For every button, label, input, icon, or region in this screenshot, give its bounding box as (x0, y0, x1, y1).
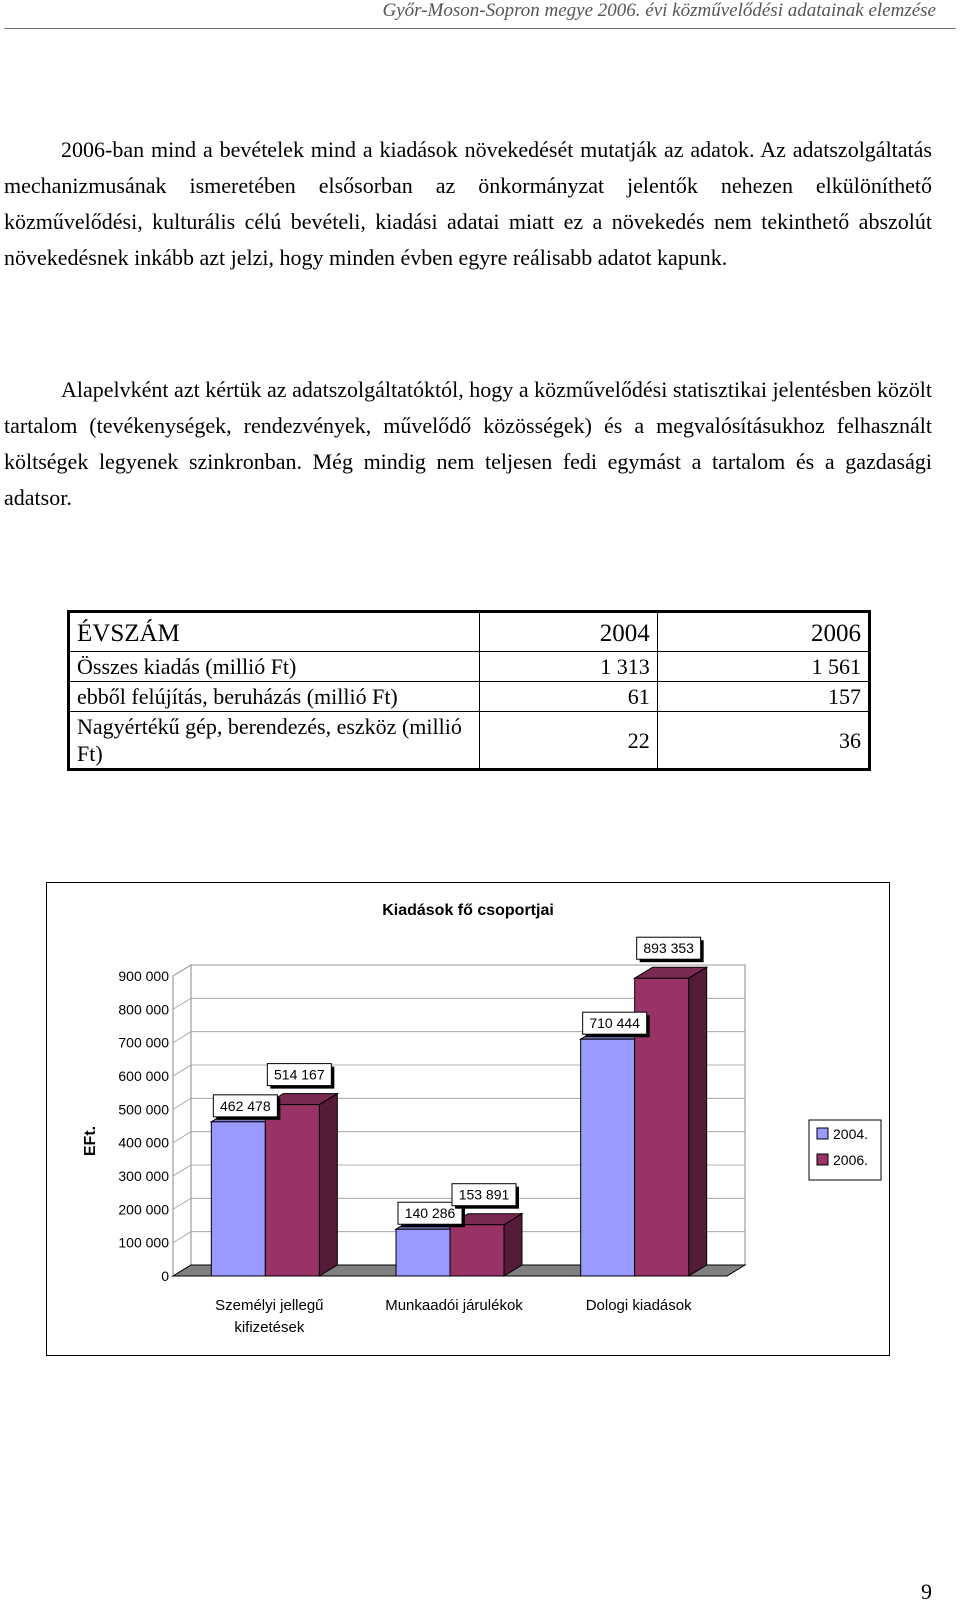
table-cell: 22 (480, 712, 657, 770)
table-cell: 36 (657, 712, 869, 770)
legend-label: 2006. (833, 1152, 869, 1168)
bar (581, 1039, 635, 1276)
bar (450, 1225, 504, 1276)
y-axis-label: EFt. (82, 1125, 99, 1157)
data-label: 153 891 (458, 1186, 510, 1203)
chart-title: Kiadások fő csoportjai (382, 902, 554, 919)
paragraph-1-text: 2006-ban mind a bevételek mind a kiadások növekedését mutatják az adatok. Az adatszolgáltatás mechanizmusának ismeretében elsősorban az önkormányzat jelentők nehezen elkülöníthető közművelődési, kulturális célú bevételi, kiadási adatai miatt ez a növekedés nem tekinthető abszolút növekedésnek inkább azt jelzi, hogy minden évben egyre reálisabb adatot kapunk. (4, 137, 932, 270)
table-cell: ebből felújítás, beruházás (millió Ft) (69, 682, 480, 712)
table-row (69, 652, 870, 682)
y-tick-label: 900 000 (118, 968, 169, 984)
paragraph-2 (4, 372, 932, 516)
y-tick-label: 800 000 (118, 1001, 169, 1018)
expenditure-table (67, 610, 871, 771)
page-number: 9 (921, 1579, 932, 1604)
data-label: 140 286 (404, 1205, 456, 1222)
bar-side (689, 967, 707, 1276)
table-header-cell: ÉVSZÁM (69, 612, 480, 652)
table-cell: Összes kiadás (millió Ft) (69, 652, 480, 682)
x-tick-label: Személyi jellegű (215, 1297, 324, 1314)
running-header: Győr-Moson-Sopron megye 2006. évi közművelődési adatainak elemzése (382, 0, 936, 21)
table-row (69, 712, 870, 770)
bar (265, 1105, 319, 1276)
y-tick-label: 700 000 (118, 1034, 169, 1051)
table-header-cell: 2006 (657, 612, 869, 652)
table-header-row (69, 612, 870, 652)
y-tick-label: 500 000 (118, 1101, 169, 1118)
expenditure-chart (47, 883, 889, 1355)
data-label: 514 167 (274, 1066, 325, 1083)
table-cell: Nagyértékű gép, berendezés, eszköz (millió Ft) (69, 712, 480, 770)
data-label: 893 353 (643, 940, 694, 957)
legend-label: 2004. (833, 1126, 869, 1142)
table-cell: 1 313 (480, 652, 657, 682)
x-tick-label: Munkaadói járulékok (385, 1297, 523, 1314)
legend-swatch (817, 1128, 828, 1139)
bar (211, 1122, 265, 1276)
y-tick-label: 0 (161, 1268, 169, 1284)
table-header-cell: 2004 (480, 612, 657, 652)
table-cell: 1 561 (657, 652, 869, 682)
y-tick-label: 600 000 (118, 1068, 169, 1084)
legend-swatch (817, 1154, 828, 1165)
table-cell: 157 (657, 682, 869, 712)
table-cell: 61 (480, 682, 657, 712)
paragraph-2-text: Alapelvként azt kértük az adatszolgáltatóktól, hogy a közművelődési statisztikai jelentésben közölt tartalom (tevékenységek, rendezvények, művelődő közösségek) és a megvalósításukhoz felhasznált költségek legyenek szinkronban. Még mindig nem teljesen fedi egymást a tartalom és a gazdasági adatsor. (4, 377, 932, 510)
y-tick-label: 100 000 (118, 1234, 169, 1251)
x-tick-label: Dologi kiadások (585, 1297, 692, 1314)
data-label: 710 444 (589, 1015, 640, 1032)
chart-frame (46, 882, 890, 1356)
table-row (69, 682, 870, 712)
y-tick-label: 200 000 (118, 1201, 169, 1218)
y-tick-label: 300 000 (118, 1168, 169, 1184)
bar (396, 1229, 450, 1276)
header-rule (4, 28, 956, 29)
x-tick-label: kifizetések (234, 1319, 305, 1336)
y-tick-label: 400 000 (118, 1134, 169, 1151)
bar-side (319, 1094, 337, 1276)
side-wall (173, 965, 191, 1276)
data-label: 462 478 (220, 1097, 271, 1114)
paragraph-1 (4, 132, 932, 276)
